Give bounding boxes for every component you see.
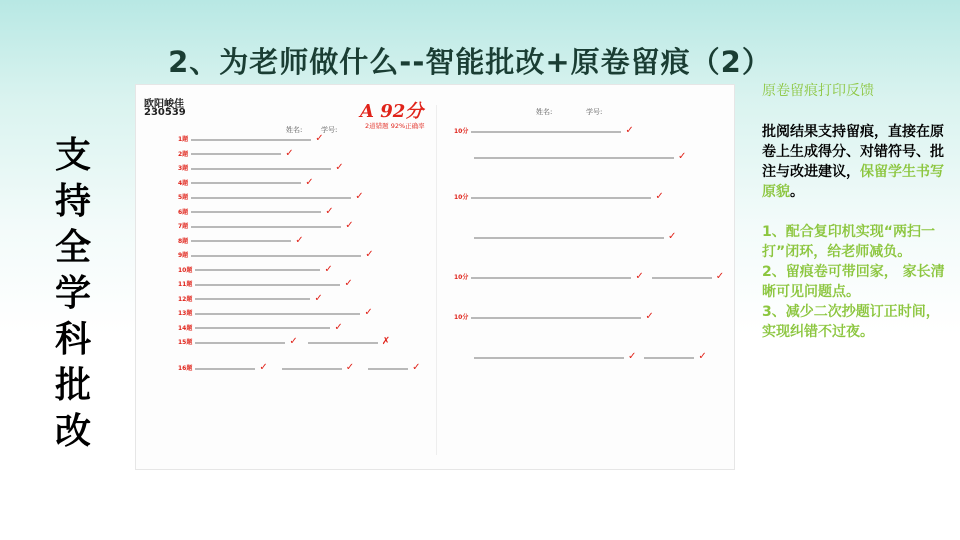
check-mark: ✓ — [668, 231, 677, 242]
check-mark: ✓ — [715, 271, 725, 282]
question-row: 10分 ✓ — [454, 191, 664, 202]
check-mark: ✓ — [325, 205, 334, 217]
check-mark: ✓ — [285, 147, 294, 159]
check-mark: ✓ — [645, 311, 654, 322]
question-row: 10题 ✓ — [178, 263, 333, 275]
question-row: 1题 ✓ — [178, 133, 324, 144]
graded-exam-paper — [135, 84, 735, 470]
check-mark: ✓ — [678, 151, 687, 162]
check-mark: ✓ — [345, 362, 355, 373]
check-mark: ✓ — [314, 292, 323, 304]
question-row: 13题 ✓ — [178, 307, 373, 318]
check-mark: ✓ — [698, 351, 707, 362]
check-mark: ✓ — [655, 191, 664, 202]
name-field-label-2: 姓名: — [536, 108, 553, 116]
check-mark: ✓ — [315, 133, 324, 144]
score-mark: A 92分 — [360, 101, 424, 122]
check-mark: ✓ — [625, 125, 634, 136]
vertical-title-char: 改 — [54, 411, 91, 452]
highlight-text: 保留学生书写原貌 — [762, 164, 944, 200]
check-mark: ✓ — [295, 234, 304, 246]
check-mark: ✓ — [259, 362, 268, 373]
question-row — [454, 151, 735, 191]
right-question-column — [454, 125, 735, 391]
check-mark: ✓ — [628, 351, 637, 362]
check-mark: ✓ — [305, 176, 314, 188]
student-name: 欧阳峻佳 — [144, 99, 184, 110]
name-field-label: 姓名: — [286, 126, 303, 134]
check-mark: ✓ — [365, 249, 374, 260]
vertical-title-char: 全 — [54, 227, 91, 268]
question-row: 10分 ✓ — [454, 125, 634, 136]
page-title: 2、为老师做什么--智能批改+原卷留痕（2） — [168, 45, 772, 79]
vertical-title-char: 支 — [54, 135, 91, 176]
question-row: 5题 ✓ — [178, 191, 364, 202]
question-row: 4题 ✓ — [178, 176, 314, 188]
check-mark: ✓ — [355, 191, 364, 202]
check-mark: ✓ — [345, 220, 354, 231]
check-mark: ✓ — [635, 271, 644, 282]
vertical-title-char: 批 — [54, 365, 91, 406]
question-row: 7题 ✓ — [178, 220, 354, 231]
vertical-title — [50, 133, 96, 455]
question-row: 12题 ✓ — [178, 292, 323, 304]
vertical-title-char: 科 — [54, 319, 91, 360]
question-row: 10分 ✓ ✓ — [454, 271, 725, 282]
student-id: 230539 — [144, 107, 186, 118]
feature-heading: 原卷留痕打印反馈 — [762, 83, 874, 99]
feature-description — [762, 80, 952, 342]
question-row: 9题 ✓ — [178, 249, 374, 260]
cross-mark: ✗ — [381, 336, 391, 347]
question-row: 11题 ✓ — [178, 278, 353, 289]
vertical-title-char: 学 — [54, 273, 91, 314]
check-mark: ✓ — [324, 263, 333, 275]
column-divider — [436, 105, 437, 455]
question-row: 14题 ✓ — [178, 321, 343, 333]
feature-summary: 批阅结果支持留痕，直接在原卷上生成得分、对错符号、批注与改进建议，保留学生书写原貌。 — [762, 124, 944, 200]
question-row — [454, 351, 735, 391]
question-row — [454, 231, 735, 271]
check-mark: ✓ — [335, 162, 344, 173]
benefit-item: 1、配合复印机实现“两扫一打”闭环，给老师减负。 — [762, 224, 935, 260]
question-row: 3题 ✓ — [178, 162, 344, 173]
score-note: 2道错题 92%正确率 — [365, 122, 425, 130]
id-field-label: 学号: — [321, 126, 338, 134]
check-mark: ✓ — [334, 321, 343, 333]
vertical-title-char: 持 — [54, 181, 91, 222]
question-row: 8题 ✓ — [178, 234, 304, 246]
question-row: 6题 ✓ — [178, 205, 334, 217]
check-mark: ✓ — [344, 278, 353, 289]
benefit-item: 2、留痕卷可带回家， 家长清晰可见问题点。 — [762, 264, 945, 300]
question-row: 16题 ✓ ✓ ✓ — [178, 362, 421, 373]
check-mark: ✓ — [289, 336, 298, 347]
check-mark: ✓ — [412, 362, 421, 373]
question-row: 10分 ✓ — [454, 311, 654, 322]
id-field-label-2: 学号: — [586, 108, 603, 116]
benefit-item: 3、减少二次抄题订正时间， 实现纠错不过夜。 — [762, 304, 940, 340]
question-row: 15题 ✓ ✗ — [178, 336, 391, 347]
question-row: 2题 ✓ — [178, 147, 294, 159]
check-mark: ✓ — [364, 307, 373, 318]
left-question-column — [178, 133, 463, 402]
benefit-list — [762, 222, 952, 342]
